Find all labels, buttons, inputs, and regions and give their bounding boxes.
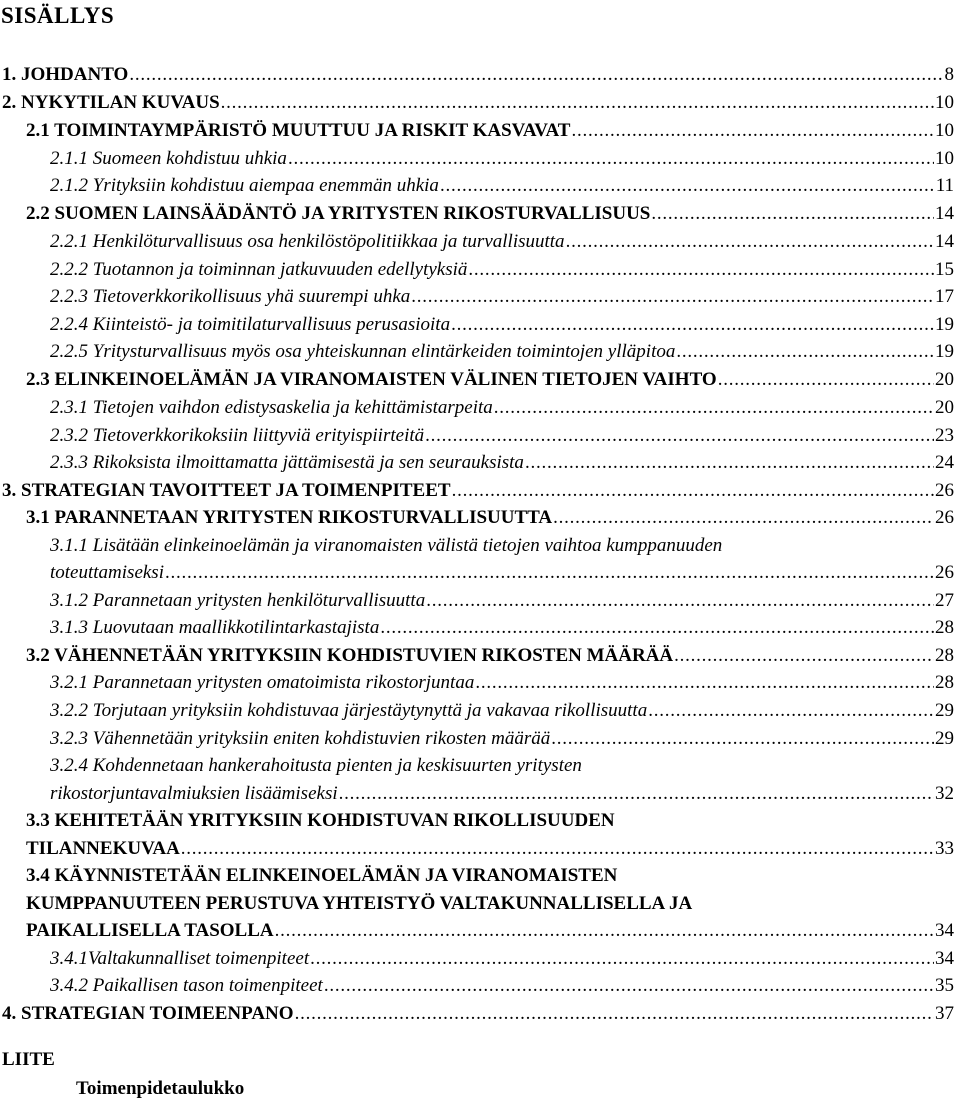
toc-page-number: 29 bbox=[935, 728, 954, 749]
toc-entry-2-2-5[interactable] bbox=[50, 339, 954, 365]
toc-entry-3-4[interactable] bbox=[26, 918, 954, 944]
dot-leader bbox=[551, 726, 934, 752]
toc-page-number: 27 bbox=[935, 590, 954, 611]
toc-page-number: 14 bbox=[935, 231, 954, 252]
dot-leader bbox=[275, 918, 934, 944]
toc-entry-text: 3.2.1 Parannetaan yritysten omatoimista rikostorjuntaa bbox=[50, 672, 475, 693]
toc-page-number: 15 bbox=[935, 259, 954, 280]
toc-entry-text: 3.2.2 Torjutaan yrityksiin kohdistuvaa järjestäytynyttä ja vakavaa rikollisuutta bbox=[50, 700, 648, 721]
toc-page-number: 33 bbox=[935, 838, 954, 859]
toc-entry-4[interactable] bbox=[2, 1001, 954, 1027]
toc-entry-2-2-3[interactable] bbox=[50, 284, 954, 310]
dot-leader bbox=[525, 450, 934, 476]
dot-leader bbox=[310, 946, 934, 972]
toc-entry-text: 2.1 TOIMINTAYMPÄRISTÖ MUUTTUU JA RISKIT KASVAVAT bbox=[26, 120, 571, 141]
toc-entry-text: 2.2.1 Henkilöturvallisuus osa henkilöstöpolitiikkaa ja turvallisuutta bbox=[50, 231, 565, 252]
toc-entry-3-1-3[interactable] bbox=[50, 615, 954, 641]
dot-leader bbox=[288, 146, 934, 172]
appendix-item[interactable]: Toimenpidetaulukko bbox=[76, 1078, 245, 1099]
toc-entry-3-1[interactable] bbox=[26, 505, 954, 531]
dot-leader bbox=[571, 118, 934, 144]
toc-page-number: 17 bbox=[935, 286, 954, 307]
toc-page-number: 24 bbox=[935, 452, 954, 473]
toc-entry-3-2-4-line: 3.2.4 Kohdennetaan hankerahoitusta pienten ja keskisuurten yritysten bbox=[50, 755, 582, 776]
dot-leader bbox=[718, 367, 934, 393]
toc-entry-3-1-2[interactable] bbox=[50, 588, 954, 614]
toc-entry-text: 3. STRATEGIAN TAVOITTEET JA TOIMENPITEET bbox=[2, 480, 451, 501]
toc-page-number: 20 bbox=[935, 397, 954, 418]
toc-page-number: 20 bbox=[935, 369, 954, 390]
toc-page-number: 14 bbox=[935, 203, 954, 224]
toc-entry-2-2-2[interactable] bbox=[50, 257, 954, 283]
toc-page-number: 8 bbox=[944, 64, 954, 85]
toc-page-number: 34 bbox=[935, 948, 954, 969]
dot-leader bbox=[221, 90, 934, 116]
toc-page-number: 28 bbox=[935, 645, 954, 666]
dot-leader bbox=[339, 781, 934, 807]
toc-entry-3-2[interactable] bbox=[26, 643, 954, 669]
toc-entry-2-1[interactable] bbox=[26, 118, 954, 144]
toc-entry-text: 2.2.5 Yritysturvallisuus myös osa yhteiskunnan elintärkeiden toimintojen ylläpitoa bbox=[50, 341, 676, 362]
dot-leader bbox=[426, 588, 934, 614]
toc-entry-1[interactable] bbox=[2, 62, 954, 88]
toc-page-number: 34 bbox=[935, 920, 954, 941]
toc-entry-3-4-line: 3.4 KÄYNNISTETÄÄN ELINKEINOELÄMÄN JA VIRANOMAISTEN bbox=[26, 865, 618, 886]
dot-leader bbox=[425, 423, 934, 449]
toc-page-number: 19 bbox=[935, 314, 954, 335]
dot-leader bbox=[380, 615, 934, 641]
toc-page-number: 10 bbox=[935, 120, 954, 141]
toc-entry-text: 1. JOHDANTO bbox=[2, 64, 129, 85]
page-title: SISÄLLYS bbox=[1, 3, 115, 28]
toc-page-number: 28 bbox=[935, 617, 954, 638]
toc-entry-3-4-1[interactable] bbox=[50, 946, 954, 972]
toc-page-number: 37 bbox=[935, 1003, 954, 1024]
dot-leader bbox=[181, 836, 934, 862]
toc-entry-2-1-1[interactable] bbox=[50, 146, 954, 172]
dot-leader bbox=[165, 560, 934, 586]
toc-entry-text: 2.2 SUOMEN LAINSÄÄDÄNTÖ JA YRITYSTEN RIKOSTURVALLISUUS bbox=[26, 203, 651, 224]
toc-entry-text: 2.3.3 Rikoksista ilmoittamatta jättämisestä ja sen seurauksista bbox=[50, 452, 524, 473]
toc-entry-2-2[interactable] bbox=[26, 201, 954, 227]
toc-entry-text: 3.2.3 Vähennetään yrityksiin eniten kohdistuvien rikosten määrää bbox=[50, 728, 551, 749]
toc-entry-2-3-2[interactable] bbox=[50, 423, 954, 449]
toc-entry-3[interactable] bbox=[2, 478, 954, 504]
toc-entry-3-1-1-line: 3.1.1 Lisätään elinkeinoelämän ja viranomaisten välistä tietojen vaihtoa kumppanuuden bbox=[50, 535, 723, 556]
toc-entry-3-3[interactable] bbox=[26, 836, 954, 862]
toc-entry-2-3-1[interactable] bbox=[50, 395, 954, 421]
dot-leader bbox=[553, 505, 934, 531]
toc-entry-3-2-2[interactable] bbox=[50, 698, 954, 724]
toc-entry-text: 3.4.2 Paikallisen tason toimenpiteet bbox=[50, 975, 323, 996]
toc-entry-2-2-4[interactable] bbox=[50, 312, 954, 338]
toc-entry-text: 2.1.1 Suomeen kohdistuu uhkia bbox=[50, 148, 287, 169]
dot-leader bbox=[129, 62, 943, 88]
toc-entry-text: PAIKALLISELLA TASOLLA bbox=[26, 920, 274, 941]
dot-leader bbox=[324, 973, 934, 999]
toc-page-number: 19 bbox=[935, 341, 954, 362]
toc-entry-text: 3.1.3 Luovutaan maallikkotilintarkastajista bbox=[50, 617, 380, 638]
toc-entry-text: 2.2.3 Tietoverkkorikollisuus yhä suurempi uhka bbox=[50, 286, 411, 307]
toc-entry-text: 3.4.1Valtakunnalliset toimenpiteet bbox=[50, 948, 310, 969]
toc-page-number: 32 bbox=[935, 783, 954, 804]
toc-entry-2-2-1[interactable] bbox=[50, 229, 954, 255]
toc-entry-3-2-1[interactable] bbox=[50, 670, 954, 696]
dot-leader bbox=[411, 284, 934, 310]
toc-entry-text: 2.1.2 Yrityksiin kohdistuu aiempaa enemmän uhkia bbox=[50, 175, 439, 196]
dot-leader bbox=[648, 698, 934, 724]
toc-page-number: 35 bbox=[935, 975, 954, 996]
dot-leader bbox=[494, 395, 934, 421]
dot-leader bbox=[475, 670, 934, 696]
dot-leader bbox=[674, 643, 934, 669]
toc-entry-3-3-line: 3.3 KEHITETÄÄN YRITYKSIIN KOHDISTUVAN RIKOLLISUUDEN bbox=[26, 810, 615, 831]
toc-entry-text: 2.3 ELINKEINOELÄMÄN JA VIRANOMAISTEN VÄLINEN TIETOJEN VAIHTO bbox=[26, 369, 717, 390]
toc-entry-3-4-2[interactable] bbox=[50, 973, 954, 999]
toc-page-number: 10 bbox=[935, 148, 954, 169]
toc-entry-2-1-2[interactable] bbox=[50, 173, 954, 199]
toc-entry-2-3-3[interactable] bbox=[50, 450, 954, 476]
toc-entry-2[interactable] bbox=[2, 90, 954, 116]
toc-entry-text: 2.3.2 Tietoverkkorikoksiin liittyviä erityispiirteitä bbox=[50, 425, 425, 446]
toc-page-number: 28 bbox=[935, 672, 954, 693]
toc-page-number: 29 bbox=[935, 700, 954, 721]
toc-entry-3-2-3[interactable] bbox=[50, 726, 954, 752]
dot-leader bbox=[452, 478, 934, 504]
toc-entry-text: 3.2 VÄHENNETÄÄN YRITYKSIIN KOHDISTUVIEN RIKOSTEN MÄÄRÄÄ bbox=[26, 645, 674, 666]
toc-entry-3-2-4[interactable] bbox=[50, 781, 954, 807]
dot-leader bbox=[295, 1001, 934, 1027]
toc-entry-text: toteuttamiseksi bbox=[50, 562, 164, 583]
toc-entry-text: 2.2.4 Kiinteistö- ja toimitilaturvallisuus perusasioita bbox=[50, 314, 451, 335]
toc-page-number: 11 bbox=[935, 175, 954, 196]
toc-entry-text: 2. NYKYTILAN KUVAUS bbox=[2, 92, 220, 113]
toc-entry-3-4-line: KUMPPANUUTEEN PERUSTUVA YHTEISTYÖ VALTAKUNNALLISELLA JA bbox=[26, 893, 693, 914]
toc-page-number: 26 bbox=[935, 507, 954, 528]
dot-leader bbox=[451, 312, 934, 338]
dot-leader bbox=[440, 173, 935, 199]
appendix-heading: LIITE bbox=[2, 1049, 55, 1070]
toc-entry-text: rikostorjuntavalmiuksien lisäämiseksi bbox=[50, 783, 338, 804]
toc-entry-3-1-1[interactable] bbox=[50, 560, 954, 586]
dot-leader bbox=[651, 201, 934, 227]
toc-page-number: 26 bbox=[935, 562, 954, 583]
toc-page-number: 10 bbox=[935, 92, 954, 113]
dot-leader bbox=[468, 257, 934, 283]
dot-leader bbox=[566, 229, 934, 255]
toc-entry-2-3[interactable] bbox=[26, 367, 954, 393]
toc-entry-text: 4. STRATEGIAN TOIMEENPANO bbox=[2, 1003, 294, 1024]
dot-leader bbox=[676, 339, 934, 365]
toc-entry-text: 3.1 PARANNETAAN YRITYSTEN RIKOSTURVALLISUUTTA bbox=[26, 507, 553, 528]
toc-page-number: 26 bbox=[935, 480, 954, 501]
toc-entry-text: 3.1.2 Parannetaan yritysten henkilöturvallisuutta bbox=[50, 590, 426, 611]
toc-entry-text: 2.2.2 Tuotannon ja toiminnan jatkuvuuden edellytyksiä bbox=[50, 259, 468, 280]
toc-page-number: 23 bbox=[935, 425, 954, 446]
toc-entry-text: TILANNEKUVAA bbox=[26, 838, 180, 859]
toc-entry-text: 2.3.1 Tietojen vaihdon edistysaskelia ja kehittämistarpeita bbox=[50, 397, 493, 418]
